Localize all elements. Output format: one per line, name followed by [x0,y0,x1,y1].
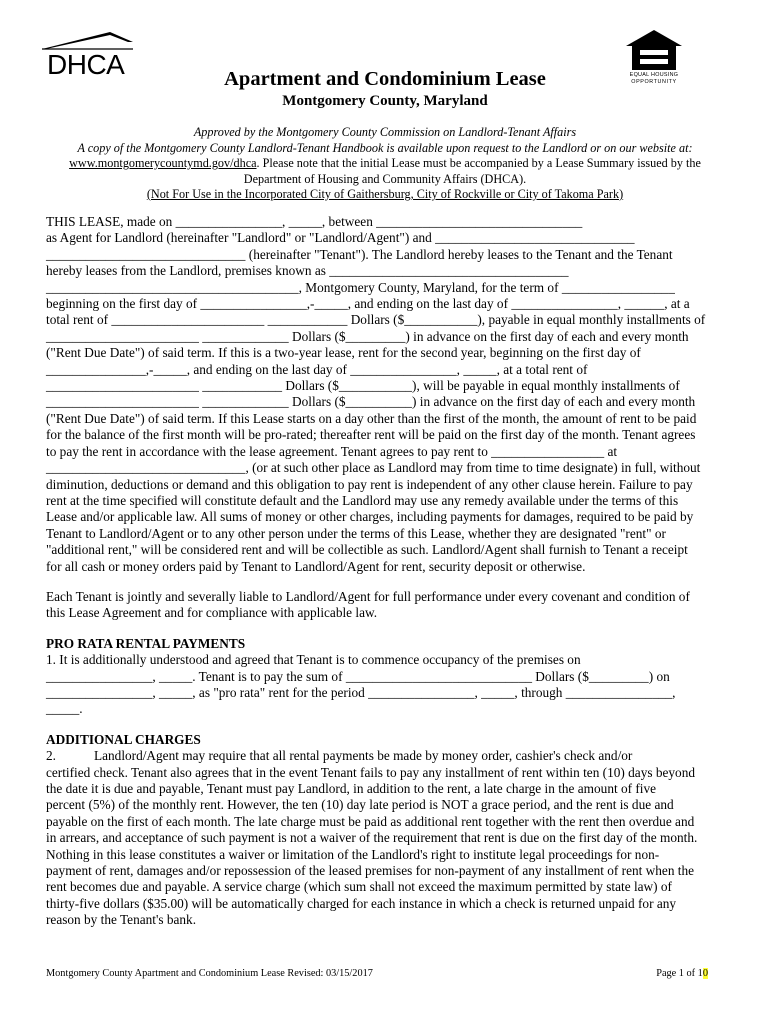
text-line: payable on the first of each month. The late charge must be paid as additional rent together with the rent then overdue and [46,813,695,829]
text-line: "additional rent," will be considered rent and will be collectible as such. Landlord/Agent shall furnish to Tenant a receipt [46,542,688,558]
equal-housing-caption: EQUAL HOUSING [629,72,679,78]
text-line: ______________________________ (hereinafter "Tenant"). The Landlord hereby leases to the Tenant and the Tenant [46,246,673,262]
text-line: certified check. Tenant also agrees that in the event Tenant fails to pay any installment of rent within ten (10) days beyond [46,764,695,780]
lease-terms-paragraph [46,214,726,575]
text-line: Each Tenant is jointly and severally liable to Landlord/Agent for full performance under every covenant and condition of [46,588,690,604]
page-number-text: Page 1 of 1 [656,968,703,979]
text-line: ________________, _____, as "pro rata" rent for the period ________________, _____, through ________________, [46,684,676,700]
text-line: this Lease Agreement and for compliance with applicable law. [46,605,378,621]
pro-rata-heading: PRO RATA RENTAL PAYMENTS [46,635,246,651]
website-line [46,156,724,172]
jurisdiction-note: (Not For Use in the Incorporated City of Gaithersburg, City of Rockville or City of Takoma Park) [146,187,624,201]
text-line: ______________________________, (or at such other place as Landlord may from time to time designate) in full, without [46,460,701,476]
text-line: total rent of _______________________ ____________ Dollars ($___________), payable in equal monthly installments of [46,312,706,328]
liability-paragraph [46,589,726,622]
text-line: _______________________ _____________ Dollars ($_________) in advance on the first day of each and every month [46,328,689,344]
text-line: rent becomes due and payable. A service charge (which sum shall not exceed the maximum permitted by state law) of [46,879,672,895]
text-line: Tenant to Landlord/Agent or to any other person under the terms of this Lease, whether they are designated "rent" or [46,525,666,541]
equal-housing-icon [622,29,686,71]
item-number: 2. [46,748,56,764]
document-title: Apartment and Condominium Lease [224,68,546,90]
text-line: 1. It is additionally understood and agreed that Tenant is to commence occupancy of the premises on [46,652,581,668]
text-line: rent at the time specified will constitute default and the Landlord may use any remedy available under the terms of this [46,492,679,508]
text-line: diminution, deductions or demand and this obligation to pay rent is independent of any other clause herein. Failure to pay [46,476,693,492]
dhca-logo-text: DHCA [47,49,125,80]
handbook-line: A copy of the Montgomery County Landlord-Tenant Handbook is available upon request to the Landlord or on our website at: [77,140,693,155]
text-line: Lease and/or applicable law. All sums of money or other charges, including payments for damages, required to be paid by [46,509,694,525]
text-line: _______________,-_____, and ending on the last day of ________________, _____, at a total rent of [46,361,588,377]
text-line: beginning on the first day of ________________,-_____, and ending on the last day of ________________, ______, at a [46,296,690,312]
text-line: hereby leases from the Landlord, premises known as ____________________________________ [46,263,569,279]
additional-charges-section [46,732,726,929]
text-line: reason by the Tenant's bank. [46,912,197,928]
text-line: THIS LEASE, made on ________________, _____, between _______________________________ [46,214,583,229]
opportunity-caption: OPPORTUNITY [631,79,677,85]
text-line: ________________, _____. Tenant is to pay the sum of ____________________________ Dollars ($_________) on [46,668,670,684]
text-line: for all cash or money orders paid by Tenant to Landlord/Agent for rent, security deposit or otherwise. [46,558,586,574]
text-line: as Agent for Landlord (hereinafter "Landlord" or "Landlord/Agent") and ______________________________ [46,230,635,246]
dhca-website-link[interactable]: www.montgomerycountymd.gov/dhca [69,156,257,170]
text-line: thirty-five dollars ($35.00) will be automatically charged for each instance in which a check is returned unpaid for any [46,895,677,911]
document-subtitle: Montgomery County, Maryland [282,93,488,109]
lease-body [46,214,726,929]
item-first-line: Landlord/Agent may require that all rental payments be made by money order, cashier's check and/or [94,748,633,764]
text-line: ______________________________________, Montgomery County, Maryland, for the term of _________________ [46,279,675,295]
footer-revision: Montgomery County Apartment and Condominium Lease Revised: 03/15/2017 [46,968,373,979]
approval-notice [46,125,724,203]
text-line: Nothing in this lease constitutes a waiver or limitation of the Landlord's right to institute legal proceedings for non- [46,846,660,862]
text-line: payment of rent, damages and/or repossession of the leased premises for non-payment of any installment of rent when the [46,863,695,879]
department-line: Department of Housing and Community Affairs (DHCA). [243,171,527,186]
text-line: ("Rent Due Date") of said term. If this is a two-year lease, rent for the second year, beginning on the first day of [46,345,641,361]
text-line: _____. [46,701,83,717]
text-line [46,748,726,764]
text-line: _______________________ ____________ Dollars ($___________), will be payable in equal monthly installments of [46,378,680,394]
approval-line: Approved by the Montgomery County Commission on Landlord-Tenant Affairs [193,125,577,139]
text-line: the date it is due and payable, Tenant must pay Landlord, in addition to the rent, a late charge in the amount of five [46,781,657,796]
pro-rata-section [46,636,726,718]
page-number [656,968,708,980]
text-line: ("Rent Due Date") of said term. If this Lease starts on a day other than the first of the month, the amount of rent to be paid [46,410,697,426]
text-line: _______________________ _____________ Dollars ($__________) in advance on the first day of each and every month [46,394,696,410]
text-line: for the balance of the first month will be pro-rated; thereafter rent will be paid on the first day of the month. Tenant agrees [46,427,696,443]
additional-charges-heading: ADDITIONAL CHARGES [46,731,201,747]
text-line: percent (5%) of the monthly rent. However, the ten (10) day late period is NOT a grace period, and the rent is due and [46,797,674,813]
text-line: to pay the rent in accordance with the lease agreement. Tenant agrees to pay rent to _________________ at [46,443,618,459]
lease-summary-note: . Please note that the initial Lease must be accompanied by a Lease Summary issued by the [256,156,701,170]
page-number-highlight: 0 [702,968,708,979]
text-line: in arrears, and acceptance of such payment is not a waiver of the requirement that rent is due on the first day of the month. [46,830,698,846]
